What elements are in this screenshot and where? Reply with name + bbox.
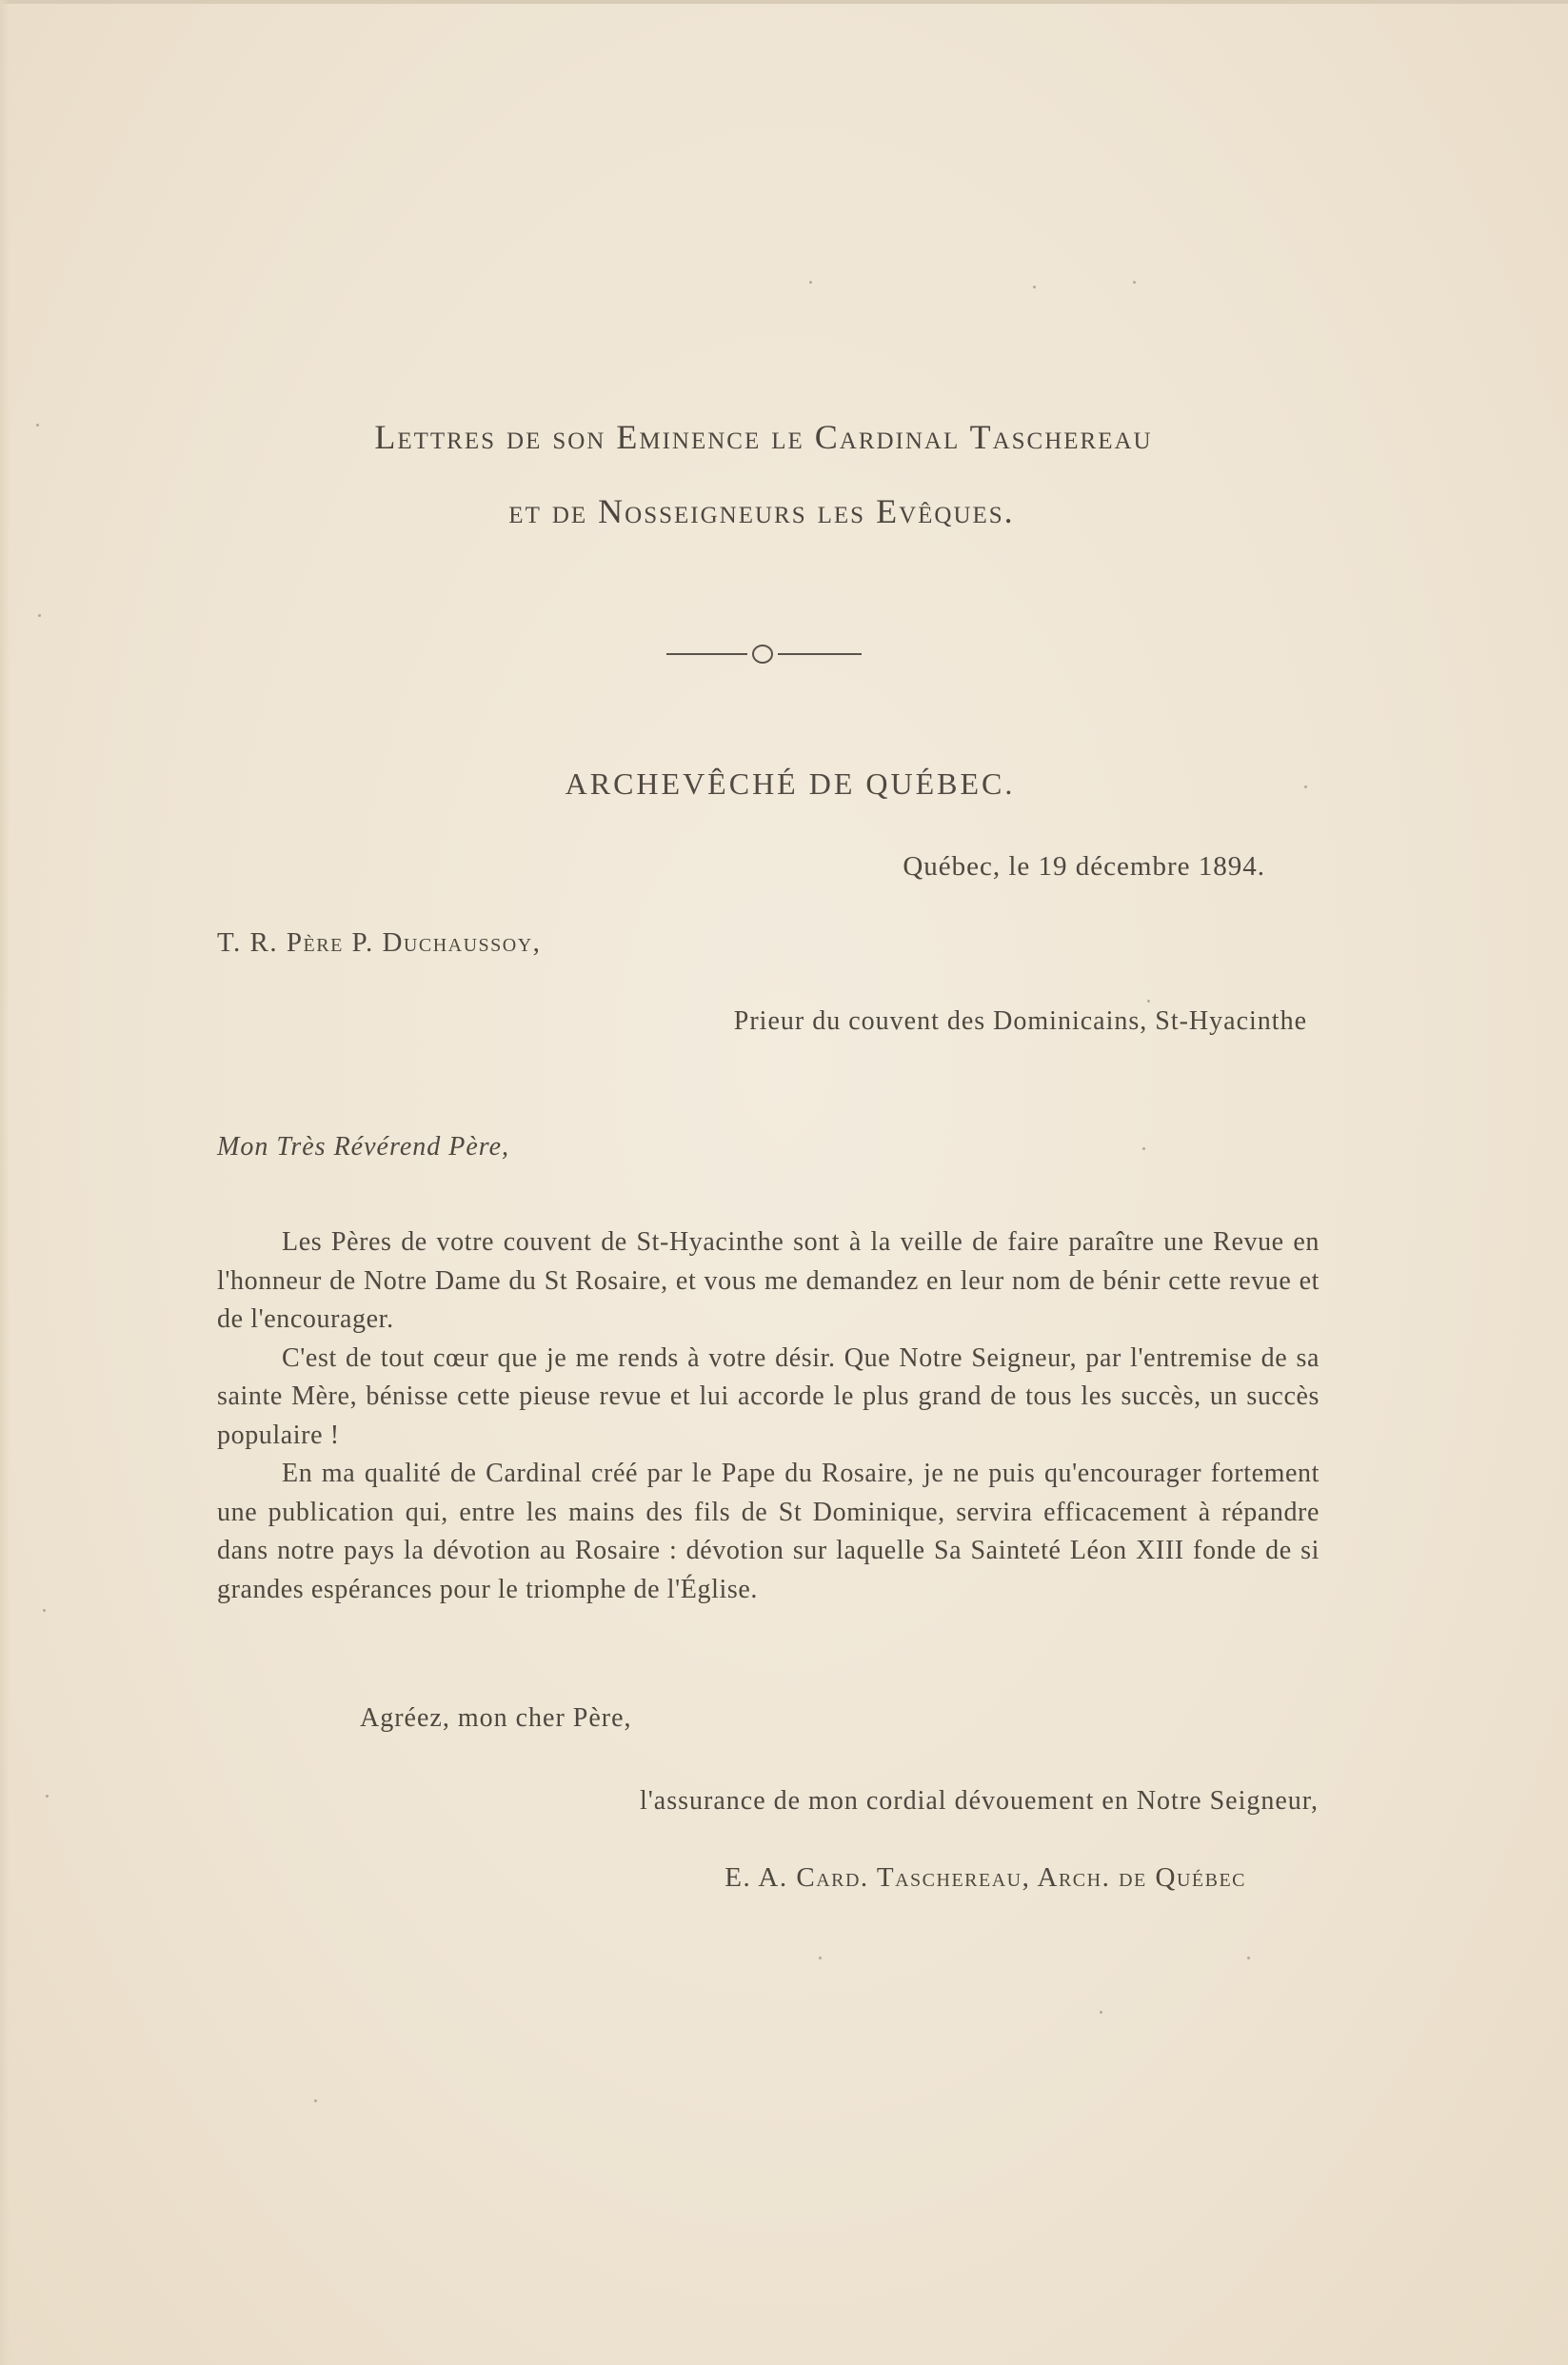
letter-closing-line-2: l'assurance de mon cordial dévouement en Notre Seigneur, [639,1786,1319,1816]
paper-speck [1142,1147,1145,1150]
letter-salutation: Mon Très Révérend Père, [217,1132,510,1162]
paper-speck [43,1609,46,1612]
letter-paragraph: En ma qualité de Cardinal créé par le Pape du Rosaire, je ne puis qu'encourager fortement une publication qui, entre les mains des fils de St Dominique, servira efficacement à répandre dans notre pays la dévotion au Rosaire : dévotion sur laquelle Sa Sainteté Léon XIII fonde de si grandes espérances pour le triomphe de l'Église. [217,1459,1320,1604]
paper-speck [819,1957,822,1959]
letter-recipient-title: Prieur du couvent des Dominicains, St-Hyacinthe [733,1006,1307,1036]
paper-speck [38,614,41,617]
paper-speck [1304,785,1307,788]
paper-speck [46,1795,49,1798]
paper-speck [1147,1000,1150,1003]
paper-speck [314,2099,317,2102]
page-left-edge [0,0,10,2365]
letter-heading: ARCHEVÊCHÉ DE QUÉBEC. [565,766,1016,801]
letter-body [217,1223,1320,1609]
paper-speck [809,281,812,284]
paper-speck [1247,1957,1250,1959]
page-title-line-1: Lettres de son Eminence le Cardinal Taschereau [374,418,1153,456]
paper-speck [36,424,39,427]
letter-signature: E. A. Card. Taschereau, Arch. de Québec [724,1862,1246,1893]
letter-paragraph: Les Pères de votre couvent de St-Hyacinthe sont à la veille de faire paraître une Revue en l'honneur de Notre Dame du St Rosaire, et vous me demandez en leur nom de bénir cette revue et de l'encourager. [217,1227,1320,1334]
paper-speck [1133,281,1136,284]
page-top-edge [0,0,1568,4]
page-title-line-2: et de Nosseigneurs les Evêques. [508,492,1015,530]
paper-speck [1033,286,1036,288]
letter-date: Québec, le 19 décembre 1894. [903,851,1265,882]
letter-closing-line-1: Agréez, mon cher Père, [360,1703,632,1733]
letter-paragraph: C'est de tout cœur que je me rends à votre désir. Que Notre Seigneur, par l'entremise de sa sainte Mère, bénisse cette pieuse revue et lui accorde le plus grand de tous les succès, un succès populaire ! [217,1342,1320,1450]
paper-speck [1100,2011,1102,2014]
letter-recipient: T. R. Père P. Duchaussoy, [217,927,542,958]
divider-ornament [666,638,862,670]
